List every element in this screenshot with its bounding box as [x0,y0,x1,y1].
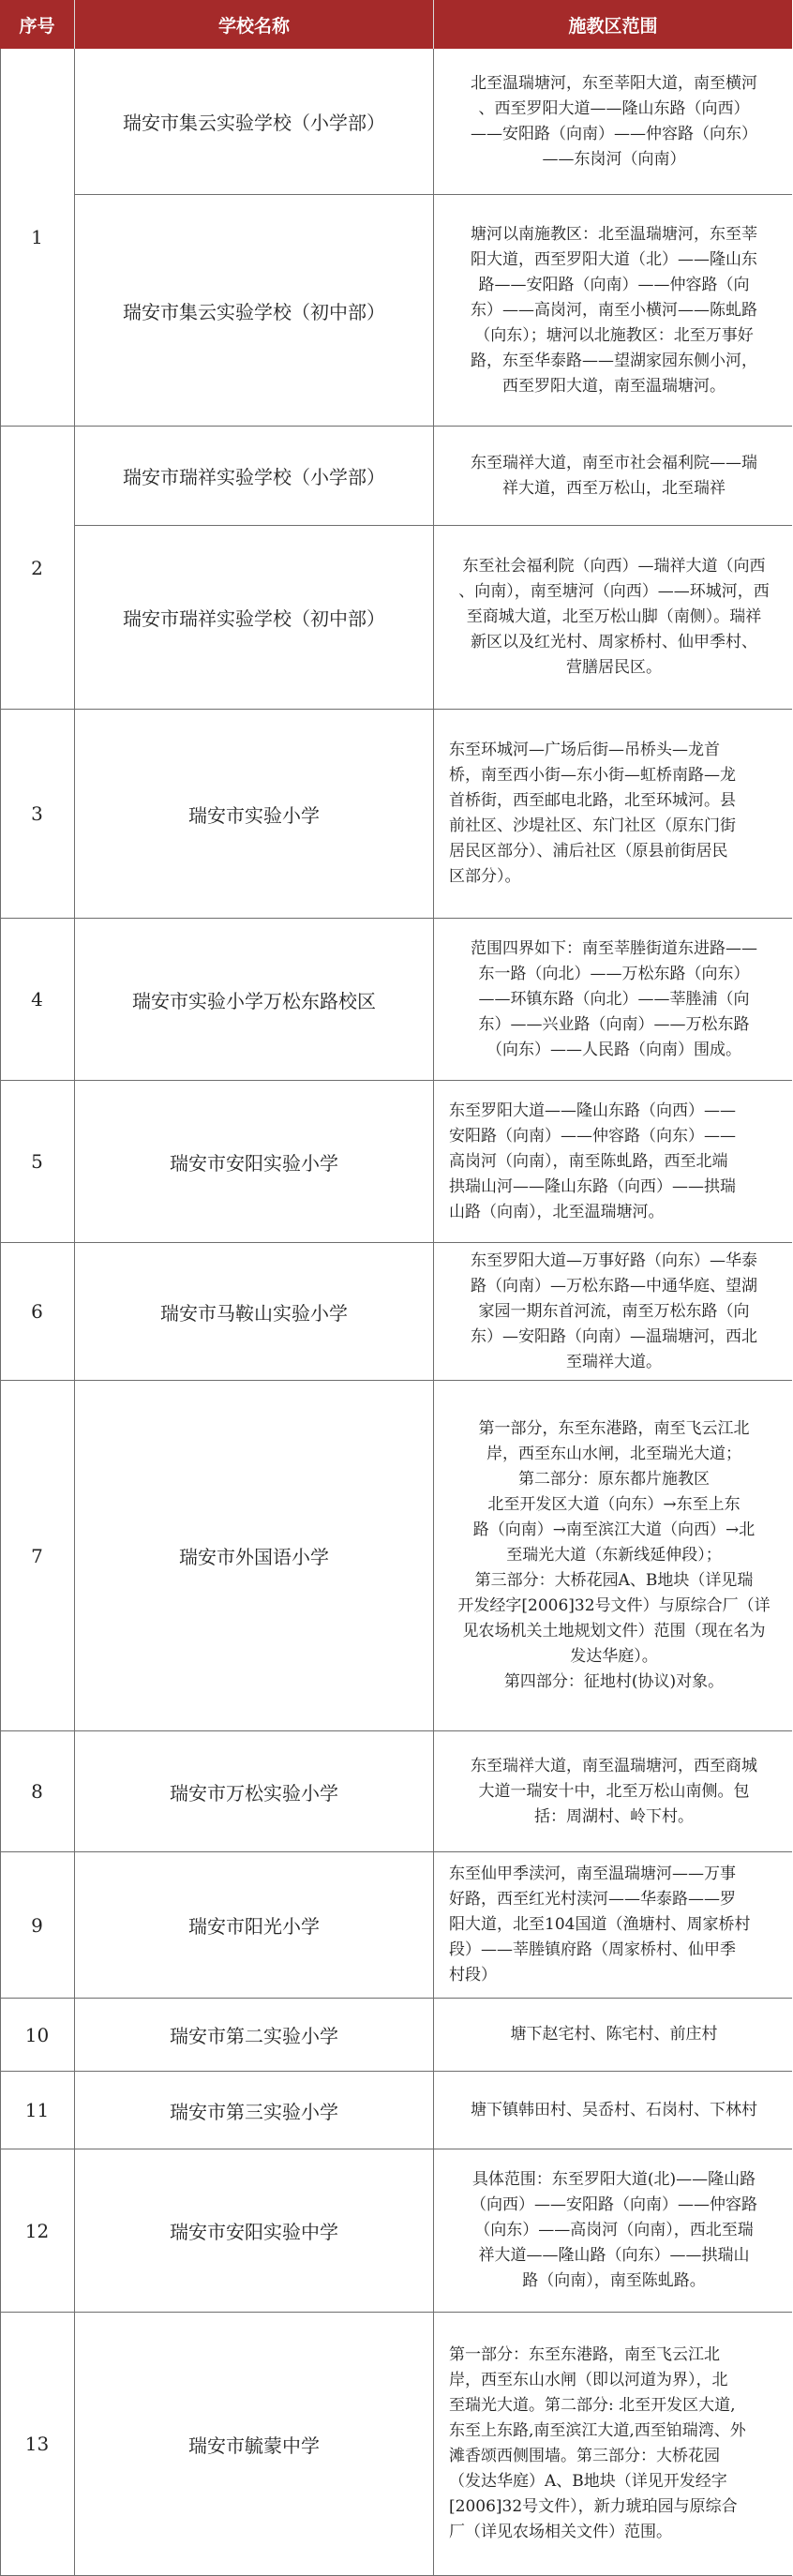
school-name-cell: 瑞安市集云实验学校（初中部） [75,195,434,427]
school-name-cell: 瑞安市马鞍山实验小学 [75,1243,434,1381]
range-cell: 东至罗阳大道—万事好路（向东）—华泰 路（向南）—万松东路—中通华庭、望湖 家园一期东首河流，南至万松东路（向 东）—安阳路（向南）—温瑞塘河，西北 至瑞祥大道。 [434,1243,792,1381]
school-name-cell: 瑞安市阳光小学 [75,1852,434,1999]
range-cell: 塘下镇韩田村、吴岙村、石岗村、下林村 [434,2072,792,2149]
range-cell: 东至罗阳大道——隆山东路（向西）—— 安阳路（向南）——仲容路（向东）—— 高岗河（向南），南至陈虬路，西至北端 拱瑞山河——隆山东路（向西）——拱瑞 山路（向南），北至温瑞塘河。 [434,1081,792,1243]
school-name-cell: 瑞安市集云实验学校（小学部） [75,49,434,195]
school-name-cell: 瑞安市毓蒙中学 [75,2313,434,2576]
row-number-cell: 8 [0,1731,75,1852]
school-name-cell: 瑞安市实验小学万松东路校区 [75,919,434,1081]
range-cell: 范围四界如下：南至莘塍街道东进路—— 东一路（向北）——万松东路（向东） ——环镇东路（向北）——莘塍浦（向 东）——兴业路（向南）——万松东路 （向东）——人民路（向南）围成。 [434,919,792,1081]
header-school: 学校名称 [75,0,434,49]
row-number-cell: 11 [0,2072,75,2149]
range-cell: 东至社会福利院（向西）—瑞祥大道（向西 、向南），南至塘河（向西）——环城河，西 至商城大道，北至万松山脚（南侧）。瑞祥 新区以及红光村、周家桥村、仙甲季村、 营膳居民区。 [434,526,792,710]
row-number-cell: 13 [0,2313,75,2576]
row-number-cell: 5 [0,1081,75,1243]
header-range: 施教区范围 [434,0,792,49]
row-number-cell: 9 [0,1852,75,1999]
school-name-cell: 瑞安市第三实验小学 [75,2072,434,2149]
range-cell: 东至瑞祥大道，南至市社会福利院——瑞 祥大道，西至万松山，北至瑞祥 [434,427,792,526]
row-number-cell: 2 [0,427,75,710]
school-name-cell: 瑞安市安阳实验小学 [75,1081,434,1243]
school-name-cell: 瑞安市万松实验小学 [75,1731,434,1852]
school-name-cell: 瑞安市瑞祥实验学校（初中部） [75,526,434,710]
range-cell: 具体范围：东至罗阳大道(北)——隆山路 （向西）——安阳路（向南）——仲容路 （向东）——高岗河（向南），西北至瑞 祥大道——隆山路（向东）——拱瑞山 路（向南），南至陈虬路。 [434,2149,792,2313]
row-number-cell: 10 [0,1999,75,2072]
school-name-cell: 瑞安市外国语小学 [75,1381,434,1731]
row-number-cell: 7 [0,1381,75,1731]
range-cell: 塘下赵宅村、陈宅村、前庄村 [434,1999,792,2072]
school-name-cell: 瑞安市瑞祥实验学校（小学部） [75,427,434,526]
row-number-cell: 1 [0,49,75,427]
range-cell: 东至环城河—广场后街—吊桥头—龙首 桥，南至西小街—东小街—虹桥南路—龙 首桥街，西至邮电北路，北至环城河。县 前社区、沙堤社区、东门社区（原东门街 居民区部分）、浦后社区（原县前街居民 区部分）。 [434,710,792,919]
range-cell: 北至温瑞塘河，东至莘阳大道，南至横河 、西至罗阳大道——隆山东路（向西） ——安阳路（向南）——仲容路（向东） ——东岗河（向南） [434,49,792,195]
row-number-cell: 6 [0,1243,75,1381]
range-cell: 东至瑞祥大道，南至温瑞塘河，西至商城 大道一瑞安十中，北至万松山南侧。包 括：周湖村、岭下村。 [434,1731,792,1852]
range-cell: 第一部分：东至东港路，南至飞云江北 岸，西至东山水闸（即以河道为界），北 至瑞光大道。第二部分: 北至开发区大道, 东至上东路,南至滨江大道,西至铂瑞湾、外 滩香颂西侧围墙。第三部分：大桥花园 （发达华庭）A、B地块（详见开发经字 [2006]32号文件），新力琥珀园与原综合 厂（详见农场相关文件）范围。 [434,2313,792,2576]
school-name-cell: 瑞安市第二实验小学 [75,1999,434,2072]
range-cell: 东至仙甲季渎河，南至温瑞塘河——万事 好路，西至红光村渎河——华泰路——罗 阳大道，北至104国道（渔塘村、周家桥村 段）——莘塍镇府路（周家桥村、仙甲季 村段） [434,1852,792,1999]
header-no: 序号 [0,0,75,49]
range-cell: 塘河以南施教区：北至温瑞塘河，东至莘 阳大道，西至罗阳大道（北）——隆山东 路——安阳路（向南）——仲容路（向 东）——高岗河，南至小横河——陈虬路 （向东）；塘河以北施教区：北至万事好 路，东至华泰路——望湖家园东侧小河， 西至罗阳大道，南至温瑞塘河。 [434,195,792,427]
row-number-cell: 12 [0,2149,75,2313]
row-number-cell: 3 [0,710,75,919]
range-cell: 第一部分，东至东港路，南至飞云江北 岸，西至东山水闸，北至瑞光大道； 第二部分：原东都片施教区 北至开发区大道（向东）→东至上东 路（向南）→南至滨江大道（向西）→北 至瑞光大道（东新线延伸段）； 第三部分：大桥花园A、B地块（详见瑞 开发经字[2006]32号文件）与原综合厂（详 见农场机关土地规划文件）范围（现在名为 发达华庭）。 第四部分：征地村(协议)对象。 [434,1381,792,1731]
school-name-cell: 瑞安市安阳实验中学 [75,2149,434,2313]
school-name-cell: 瑞安市实验小学 [75,710,434,919]
row-number-cell: 4 [0,919,75,1081]
